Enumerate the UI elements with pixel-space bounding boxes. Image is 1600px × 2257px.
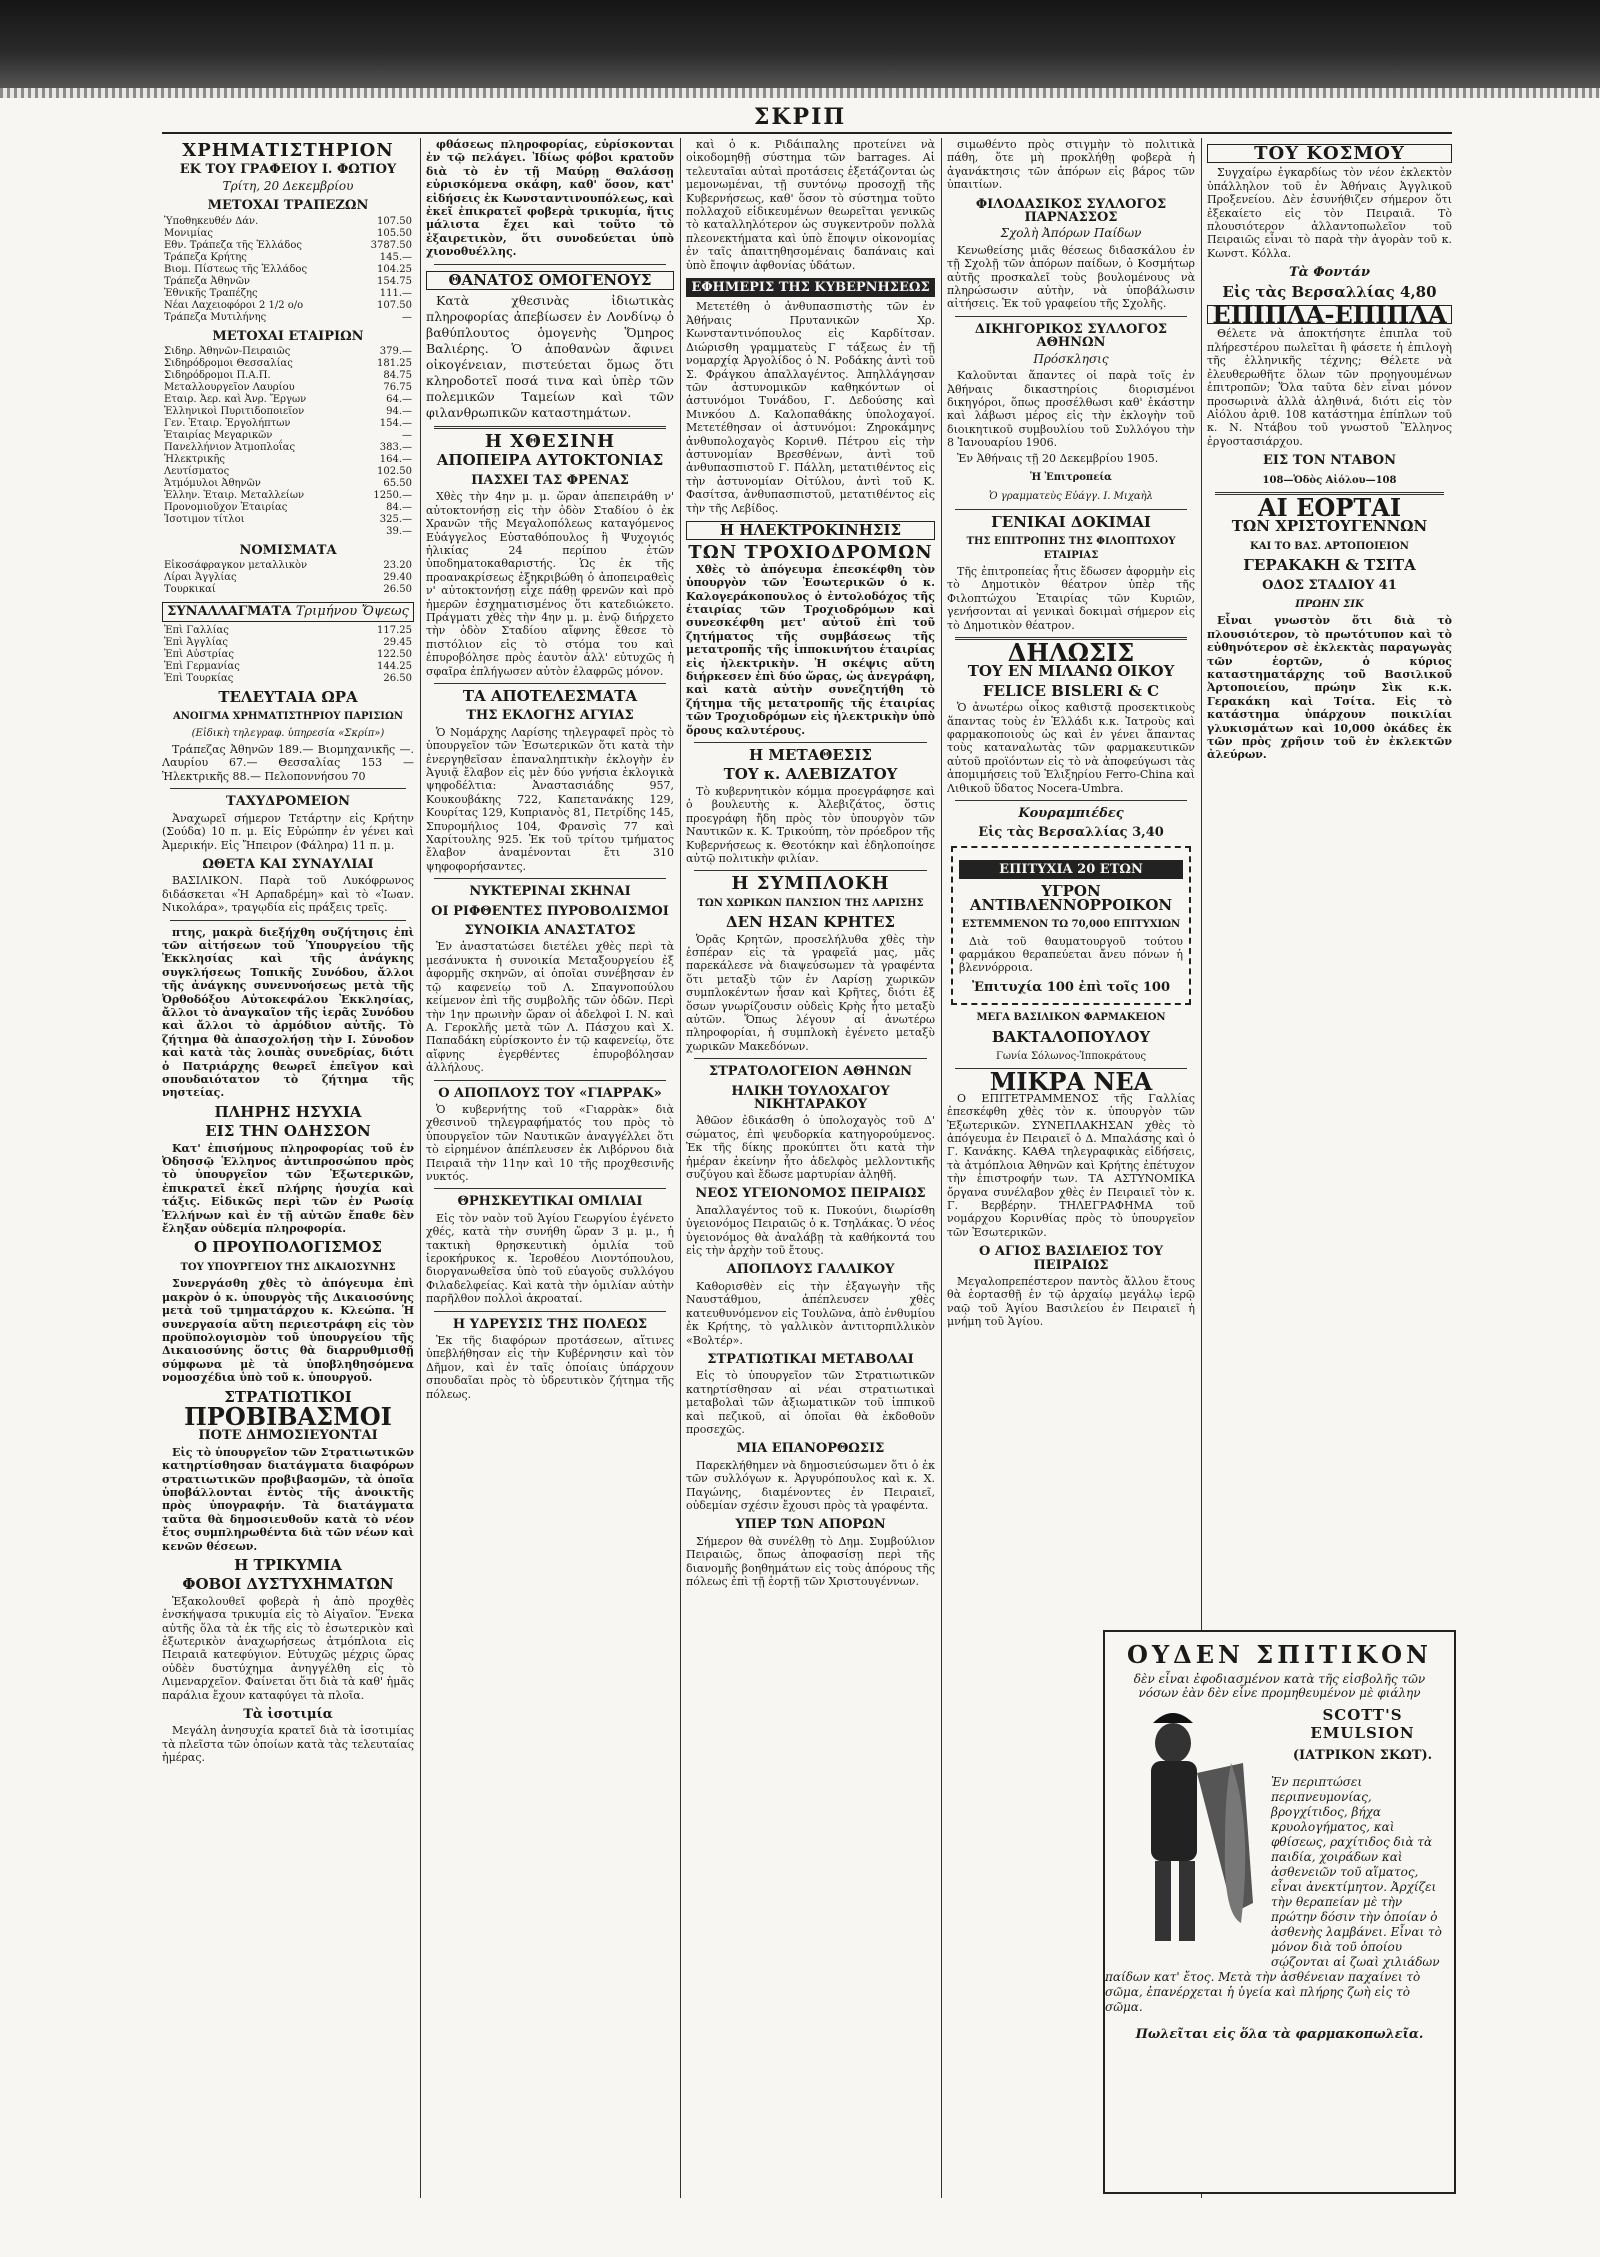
quote-name: Βιομ. Πίστεως τῆς Ἑλλάδος — [164, 263, 308, 275]
quote-row — [162, 637, 414, 649]
quote-value: 107.50 — [377, 215, 412, 227]
coins-table — [162, 560, 414, 596]
quote-name: Πανελλήνιον Ἀτμοπλοΐας — [164, 442, 296, 454]
quote-value: 29.45 — [383, 636, 412, 648]
synod-text: πτης, μακρὰ διεξήχθη συζήτησις ἐπὶ τῶν αἰτήσεων τοῦ Ὑπουργείου τῆς Ἐκκλησίας καὶ τῆς ἀνάγκης συγκλήσεως Τοπικῆς Συνόδου, ἄλλοι τῆς ἀνάγκης συνεννοήσεως μετὰ τῆς Ὀρθοδόξου Αὐτοκεφάλου Ἐκκλησίας, ἄλλοι τὸ ἀναγκαῖον τῆς ἱερᾶς Συνόδου καὶ ἄλλοι τὸ ἀρμόδιον αὐτῆς. Τὸ ζήτημα θὰ ἀπασχολήσῃ τὴν Ι. Σύνοδον καὶ κατὰ τὰς λοιπὰς συνεδρίας, διότι ὁ Πατριάρχης θεωρεῖ ἐπεῖγον καὶ σπουδαιότατον τὸ ζήτημα τῆς νηστείας. — [162, 925, 414, 1100]
quote-name: Ἐπὶ Αὐστρίας — [164, 648, 235, 660]
poor-continued-text: σιμωθέντο πρὸς στιγμὴν τὸ πολιτικὰ πάθη, ὅτε μὴ προκλήθῃ φοβερὰ ἡ ἀγανάκτησις τῶν ἀπόρων εἰς βάρος τῶν ὑπαιτίων. — [947, 138, 1195, 192]
separator — [955, 800, 1187, 801]
quote-name: Ἐθνικῆς Τραπέζης — [164, 287, 258, 299]
quote-name: Ἠλεκτρικῆς — [164, 454, 225, 466]
gov-gazette-title: ΕΦΗΜΕΡΙΣ ΤΗΣ ΚΥΒΕΡΝΗΣΕΩΣ — [686, 278, 935, 297]
quote-value: 181.25 — [377, 358, 412, 370]
attempt-title: Η ΧΘΕΣΙΝΗ — [484, 431, 616, 453]
quote-name — [162, 526, 357, 538]
parnassos-sub: Σχολὴ Ἀπόρων Παίδων — [1000, 226, 1142, 241]
milan-text: Ὁ ἀνωτέρω οἶκος καθιστᾷ προσεκτικοὺς ἅπαντας τοὺς ἐν Ἑλλάδι κ.κ. Ἰατροὺς καὶ φαρμακοποιοὺς ὡς καὶ ἐν γένει ἅπαντας τοὺς καταναλωτὰς τῶν φαρμακευτικῶν αὐτοῦ προϊόντων εἰς τὸ νὰ ἀποφεύγωσι τὰς ἀπομιμήσεις τοῦ Ἐλιξηρίου Ferro-China καὶ Λιθικοῦ ὕδατος Nocera-Umbra. — [947, 701, 1195, 795]
separator — [170, 788, 406, 789]
scott-text: Ἐν περιπτώσει περιπνευμονίας, βρογχίτιδος, βήχα κρυολογήματος, καὶ φθίσεως, ραχίτιδος διὰ τὰ παιδία, χοιράδων καὶ ἀσθενειῶν τοῦ αἵματος, εἶναι ἀνεκτίμητον. Ἀρχίζει τὴν θεραπείαν μὲ τὴν πρώτην δόσιν τὴν ὁποίαν ὁ ἀσθενὴς λαμβάνει. Εἶναι τὸ μόνον διὰ τοῦ ὁποίου σῴζονται αἱ ζωαὶ χιλιάδων παίδων κατ' ἔτος. Μετὰ τὴν ἀσθένειαν παχαίνει τὸ σῶμα, ἐπανέρχεται ἡ ὑγεία καὶ πλήρης ζωὴ εἰς τὸ σῶμα. — [1105, 1775, 1442, 2014]
quote-name: Ἀτμόμυλοι Ἀθηνῶν — [164, 478, 261, 490]
quote-value: 111.— — [379, 287, 412, 299]
religious-title: ΘΡΗΣΚΕΥΤΙΚΑΙ ΟΜΙΛΙΑΙ — [457, 1194, 643, 1210]
quote-name: Λίραι Ἀγγλίας — [164, 572, 237, 584]
quote-value: 26.50 — [383, 584, 412, 596]
quote-name: Εθν. Τράπεζα τῆς Ἑλλάδος — [164, 239, 302, 251]
quote-name: Ἑλληνικοὶ Πυριτιδοποιεῖον — [164, 406, 305, 418]
separator — [434, 1311, 666, 1312]
separator — [434, 1080, 666, 1081]
furniture-store: ΕΙΣ ΤΟΝ ΝΤΑΒΟΝ — [1263, 453, 1396, 469]
quote-value: 144.25 — [377, 660, 412, 672]
quote-row — [162, 300, 414, 312]
quote-row — [162, 216, 414, 228]
quote-value: — — [402, 430, 412, 442]
milan-title: ΔΗΛΩΣΙΣ — [1007, 638, 1135, 667]
clash-sub: ΤΩΝ ΧΩΡΙΚΩΝ ΠΑΝΣΙΟΝ ΤΗΣ ΛΑΡΙΣΗΣ — [697, 897, 924, 909]
quote-row — [162, 394, 414, 406]
quote-row — [162, 228, 414, 240]
court-title: ΩΘΕΤΑ ΚΑΙ ΣΥΝΑΥΛΙΑΙ — [202, 856, 374, 872]
draft-title: ΣΤΡΑΤΟΛΟΓΕΙΟΝ ΑΘΗΝΩΝ — [708, 1064, 913, 1080]
iso-text: Μεγάλη ἀνησυχία κρατεῖ διὰ τὰ ἰσοτιμίας τὰ πλεῖστα τῶν ὁποίων κατὰ τὰς τελευταίας ἡμέρας. — [162, 1724, 414, 1765]
quote-row — [162, 288, 414, 300]
military-big: ΠΡΟΒΙΒΑΣΜΟΙ — [184, 1401, 392, 1431]
quote-name: Τράπεζα Κρήτης — [164, 251, 247, 263]
last-hour-title: ΤΕΛΕΥΤΑΙΑ ΩΡΑ — [218, 687, 358, 706]
gallic-text: Καθορισθὲν εἰς τὴν ἐξαγωγὴν τῆς Ναυστάθμου, ἀπέπλευσεν χθὲς κατευθυνόμενον εἰς Τουλῶνα, ἀπὸ ἐνθυμίου ἐκ Κρήτης, τὸ γαλλικὸν ἀντιτορπιλλικὸν «Βολτέρ». — [686, 1279, 935, 1347]
lawyers-title: ΔΙΚΗΓΟΡΙΚΟΣ ΣΥΛΛΟΓΟΣ ΑΘΗΝΩΝ — [974, 321, 1168, 351]
holiday-text: Εἶναι γνωστὸν ὅτι διὰ τὸ πλουσιότερον, τὸ πρωτότυπον καὶ τὸ εὐθηνότερον σὲ ἐκλεκτὰς παραγωγὰς τῶν ἑορτῶν, ὁ κύριος καταστηματάρχης τοῦ Βασιλικοῦ Ἀρτοποιείου, πρώην Σὶκ κ.κ. Γερακάκη καὶ Τσίτα. Εἰς τὸ κατάστημα ὑπάρχουν ποικιλίαι γλυκισμάτων καὶ 10,000 ὀκάδες ἐκ τῶν πρὸς χρῆσιν τοῦ ἐν ἐκλεκτῶν ἀλεύρων. — [1207, 614, 1452, 762]
quote-value: 76.75 — [383, 382, 412, 394]
fx-title — [162, 602, 414, 621]
quote-row — [162, 572, 414, 584]
column-divider — [680, 138, 681, 2198]
budget-title: Ο ΠΡΟΥΠΟΛΟΓΙΣΜΟΣ — [194, 1238, 382, 1257]
column-2 — [426, 138, 674, 2198]
quote-row — [162, 490, 414, 502]
quote-name: Ἐπὶ Τουρκίας — [164, 672, 234, 684]
military-text: Εἰς τὸ ὑπουργεῖον τῶν Στρατιωτικῶν κατηρτίσθησαν διατάγματα διαφόρων στρατιωτικῶν προβιβασμῶν, τὰ ὁποῖα ὑποβάλλονται ἐντὸς τῆς ἀνοικτῆς πρὸς ὑπογραφήν. Τὰ διατάγματα ταῦτα θὰ δημοσιευθοῦν κατὰ τὸ νέον ἔτος συμπληρωθέντα διὰ τῶν νέων καὶ κενῶν θέσεων. — [162, 1445, 414, 1553]
transfer-text: Τὸ κυβερνητικὸν κόμμα προεγράφησε καὶ ὁ βουλευτὴς κ. Ἀλεβιζάτος, ὅστις προεγράφη ἤδη πρὸς τὸν ὑπουργὸν τῶν Ναυτικῶν κ. Κ. Τρικούπη, τὸν πρόεδρον τῆς Κυβερνήσεως κ. Θεοτόκην καὶ ἐδηλοποίησε αὐτῷ πολιτικὴν φιλίαν. — [686, 784, 935, 865]
separator — [434, 878, 666, 879]
quote-name: Γεν. Ἑταιρ. Ἐργολήπτων — [164, 418, 291, 430]
mil-changes-text: Εἰς τὸ ὑπουργεῖον τῶν Στρατιωτικῶν κατηρτίσθησαν αἱ νέαι στρατιωτικαὶ μεταβολαὶ τῶν ἀξιωματικῶν τοῦ ἱππικοῦ καὶ πεζικοῦ, αἱ ὁποῖαι θὰ ἐκδοθοῦν προσεχῶς. — [686, 1369, 935, 1436]
quote-row — [162, 370, 414, 382]
fx-title-text: ΣΥΝΑΛΛΑΓΜΑΤΑ — [167, 604, 292, 620]
quote-value: 84.— — [386, 502, 412, 514]
quote-value: 164.— — [379, 454, 412, 466]
correction-text: Παρεκλήθημεν νὰ δημοσιεύσωμεν ὅτι ὁ ἐκ τῶν συλλόγων κ. Ἀργυρόπουλος καὶ κ. Χ. Παγώνης, διαμένοντες ἐν Πειραιεῖ, οὐδεμίαν σχέσιν ἔχουσι πρὸς τὰ γραφέντα. — [686, 1458, 935, 1512]
milan-sub: ΤΟΥ ΕΝ ΜΙΛΑΝΩ ΟΙΚΟΥ — [967, 662, 1175, 681]
column-3 — [686, 138, 935, 2198]
clash-text: Ὁρᾶς Κρητῶν, προσελήλυθα χθὲς τὴν ἑσπέραν εἰς τὰ γραφεῖά μας, μᾶς παρεκάλεσε νὰ διαψεύσωμεν τὰ γραφέντα ὅτι μεταξὺ τῶν ἐν Λαρίσῃ χωρικῶν συμπλοκέντων ἦσαν καὶ Κρῆτες, διότι ἐξ ὅσων γνωρίζουσιν οὐδεὶς Κρὴς ἦτο μεταξὺ αὐτῶν. Ὅπως λέγουν αἱ ἀνωτέρω πληροφορίαι, ἡ συμπλοκὴ ἐγένετο μεταξὺ χωρικῶν Μακεδόνων. — [686, 932, 935, 1053]
fontan-price: Εἰς τὰς Βερσαλλίας 4,80 — [1222, 282, 1437, 301]
exchange-date: Τρίτη, 20 Δεκεμβρίου — [222, 178, 354, 193]
calm-sub: ΕΙΣ ΤΗΝ ΟΔΗΣΣΟΝ — [205, 1122, 371, 1141]
quote-value: 39.— — [386, 526, 412, 538]
holiday-address: ΟΔΟΣ ΣΤΑΔΙΟΥ 41 — [1262, 577, 1397, 593]
quote-name: Ἐπὶ Ἀγγλίας — [164, 636, 228, 648]
rehearsal-text: Τῆς ἐπιτροπείας ἧτις ἔδωσεν ἀφορμὴν εἰς τὸ Δημοτικὸν θέατρον ὑπὲρ τῆς Φιλοπτώχου Ἑταιρίας τῶν Κυριῶν, γενήσονται αἱ γενικαὶ δοκιμαὶ σήμερον εἰς τὸ Δημοτικὸν θέατρον. — [947, 564, 1195, 632]
paris-sub: (Εἰδικὴ τηλεγραφ. ὑπηρεσία «Σκρίπ») — [191, 727, 385, 739]
quote-row — [162, 252, 414, 264]
storm-title: Η ΤΡΙΚΥΜΙΑ — [234, 1556, 342, 1574]
furniture-text: Θέλετε νὰ ἀποκτήσητε ἐπιπλα τοῦ πλήρεστέρου πωλεῖται ἢ φάσετε ἡ ἐπιλογὴ τῆς ἑλληνικῆς τέχνης; Θέλετε νὰ ἐλευθερωθῆτε ὅλων τῶν προηγουμένων ἐπιτροπῶν; Ὅλα ταῦτα δὲν εἶναι μόνον προσωρινὰ ἀλλὰ ἀληθινά, διότι εἰς τὸν Αἰόλου ἀριθ. 108 κατάστημα ἐπίπλων τοῦ κ. Ν. Ντάβου τοῦ γνωστοῦ Ἕλληνος ἐργοστασιάρχου. — [1207, 327, 1452, 448]
quote-value: 3787.50 — [370, 239, 412, 251]
company-shares-title: ΜΕΤΟΧΑΙ ΕΤΑΙΡΙΩΝ — [212, 328, 364, 344]
quote-name: Ἰσοτιμον τίτλοι — [164, 514, 245, 526]
tram-text: Χθὲς τὸ ἀπόγευμα ἐπεσκέφθη τὸν ὑπουργὸν τῶν Ἐσωτερικῶν ὁ κ. Καλογεράκοπουλος ὁ ἐντολοδόχος τῆς ἑταιρίας τῶν Τροχιοδρόμων καὶ συνεσκέφθη μετ' αὐτοῦ ἐπὶ τοῦ ζητήματος τῆς συμβάσεως τῆς μετατροπῆς τῆς ἱπποκινήτου ἑταιρίας εἰς ἠλεκτρικὴν. Ἡ σκέψις αὕτη διήρκεσεν ἐπὶ δύο ὥρας, ὡς ἀνεγράφη, καὶ κατὰ αὐτὴν συνεζητήθη τὸ ζήτημα τῆς μετατροπῆς τῆς ἑταιρίας τῶν Τροχιοδρόμων εἰς ἠλεκτρικὴν ὑπὸ ὅρους καλυτέρους. — [686, 562, 935, 737]
health-officer-text: Ἀπαλλαγέντος τοῦ κ. Πυκούνι, διωρίσθη ὑγειονόμος Πειραιῶς ὁ κ. Τσηλάκας. Ὁ νέος ὑγειονόμος θὰ ἀναλάβῃ τὰ καθήκοντά του εἰς τὴν ἀρχὴν τοῦ ἔτους. — [686, 1203, 935, 1258]
yarrow-text: Ὁ κυβερνήτης τοῦ «Γιαρρὰκ» διὰ χθεσινοῦ τηλεγραφήματός του πρὸς τὸ ὑπουργεῖον τῶν Ναυτικῶν ἀναγγέλλει ὅτι τὸ εἰρημένον ἀπέπλευσεν ἐκ Λιβόρνου διὰ Πειραιᾶ τὴν 11ην καὶ 10 τῆς προχθεσινῆς νυκτός. — [426, 1102, 674, 1183]
budget-sub: ΤΟΥ ΥΠΟΥΡΓΕΙΟΥ ΤΗΣ ΔΙΚΑΙΟΣΥΝΗΣ — [180, 1261, 396, 1273]
poor-title: ΥΠΕΡ ΤΩΝ ΑΠΟΡΩΝ — [735, 1517, 886, 1533]
header-rule — [162, 132, 1452, 134]
quote-row — [162, 560, 414, 572]
rehearsal-sub: ΤΗΣ ΕΠΙΤΡΟΠΗΣ ΤΗΣ ΦΙΛΟΠΤΩΧΟΥ ΕΤΑΙΡΙΑΣ — [966, 536, 1176, 561]
quote-name: Ἑταιρίας Μεγαρικῶν — [164, 430, 273, 442]
quote-row — [162, 264, 414, 276]
draft-text: Ἀθῶον ἐδικάσθη ὁ ὑπολοχαγὸς τοῦ Δ' σώματος, ἐπὶ ψευδορκία κατηγορούμενος. Ἐκ τῆς δίκης προκύπτει ὅτι κατὰ τὴν ἡμέραν ἐκείνην ἦτο ἀδελφὸς μελλοντικῆς συζύγου καὶ ἔδωσε μαρτυρίαν ἀληθῆ. — [686, 1114, 935, 1182]
separator — [694, 742, 927, 743]
quote-value: 26.50 — [383, 672, 412, 684]
quote-value: 154.— — [379, 418, 412, 430]
military-title: ΣΤΡΑΤΙΩΤΙΚΟΙ — [224, 1387, 352, 1406]
fontan-title: Τὰ Φοντάν — [1289, 265, 1370, 281]
poor-text: Σήμερον θὰ συνέλθῃ τὸ Δημ. Συμβούλιον Πειραιῶς, ὅπως ἀποφασίσῃ περὶ τῆς διανομῆς βοηθημάτων εἰς τοὺς ἀπόρους τῆς πόλεως ἐπὶ τῇ ἑορτῇ τῶν Χριστουγέννων. — [686, 1534, 935, 1588]
night-text: Ἐν ἀναστατώσει διετέλει χθὲς περὶ τὰ μεσάνυκτα ἡ συνοικία Μεταξουργείου ἐξ ἀφορμῆς σκηνῶν, αἱ ὁποῖαι συνέβησαν ἐν τῷ καφενείῳ τοῦ Λ. Σπαγνοπούλου κείμενον ἐπὶ τῆς συμβολῆς τῶν ὁδῶν. Περὶ τὴν 1ην πρωινὴν ὥραν οἱ ἀδελφοὶ Ι. Ν. καὶ Α. Γεροκλῆς μετὰ τῶν Λ. Πάσχου καὶ Χ. Παπαδάκη εὑρίσκοντο ἐν τῷ καφενείῳ, ὅτε αἴφνης ἐγερθέντες ἐπυροβόλησαν ἀλλήλους. — [426, 940, 674, 1075]
clash-big: ΔΕΝ ΗΣΑΝ ΚΡΗΤΕΣ — [725, 913, 896, 932]
scan-top-edge — [0, 0, 1600, 88]
military-sub: ΠΟΤΕ ΔΗΜΟΣΙΕΥΟΝΤΑΙ — [198, 1428, 378, 1444]
quote-row — [162, 276, 414, 288]
separator — [434, 264, 666, 265]
water-text: Ἐκ τῆς διαφόρων προτάσεων, αἵτινες ὑπεβλήθησαν εἰς τὴν Κυβέρνησιν καὶ τὸν Δῆμον, καὶ ἐν ταῖς ὁποίαις ὑπάρχουν σπουδαῖαι πρὸς τὸ ὑδρευτικὸν ζήτημα τῆς πόλεως. — [426, 1334, 674, 1401]
quote-name: Μονιμίας — [164, 227, 214, 239]
quote-value: 383.— — [379, 442, 412, 454]
paris-title: ΑΝΟΙΓΜΑ ΧΡΗΜΑΤΙΣΤΗΡΙΟΥ ΠΑΡΙΣΙΩΝ — [172, 711, 404, 723]
column-divider — [941, 138, 942, 2198]
quote-value: 65.50 — [383, 478, 412, 490]
fisherman-with-fish-illustration — [1113, 1703, 1263, 1963]
quote-name: Λευτίσματος — [164, 466, 230, 478]
quote-row — [162, 418, 414, 430]
quote-row — [162, 442, 414, 454]
remedy-head: ΕΠΙΤΥΧΙΑ 20 ΕΤΩΝ — [959, 860, 1183, 879]
scott-sub: δὲν εἶναι ἐφοδιασμένον κατὰ τῆς εἰσβολῆς τῶν νόσων ἐὰν δὲν εἶνε προμηθευμένον μὲ φιάλην — [1133, 1672, 1426, 1700]
furniture-title: ΕΠΙΠΛΑ-ΕΠΙΠΛΑ — [1207, 305, 1452, 324]
correction-title: ΜΙΑ ΕΠΑΝΟΡΘΩΣΙΣ — [736, 1441, 885, 1457]
column-1 — [162, 138, 414, 2198]
small-news-text: Ο ΕΠΙΤΕΤΡΑΜΜΕΝΟΣ τῆς Γαλλίας ἐπεσκέφθη χθὲς τὸν κ. ὑπουργὸν τῶν Ἐξωτερικῶν. ΣΥΝΕΠΛΑΚΗΣΑΝ χθὲς τὸ ἀπόγευμα ἐν Πειραιεῖ ὁ Δ. Μπαλάσης καὶ ὁ Γ. Κανάκης. ΚΑΘΑ τηλεγραφικὰς εἰδήσεις, τὰ ἀτμόπλοια Ἀθηνῶν καὶ Κρήτης ἐπέτυχον τὴν ἐπιστροφήν των. ΤΑ ΑΣΤΥΝΟΜΙΚΑ ὄργανα συνέλαβον χθὲς ἐν Πειραιεῖ τὸν κ. Γ. Βερβέρην. ΤΗΛΕΓΡΑΦΗΜΑ τοῦ νομάρχου Κορινθίας πρὸς τὸ ὑπουργεῖον τῶν Ἐσωτερικῶν. — [947, 1091, 1195, 1239]
lawyers-text: Καλοῦνται ἅπαντες οἱ παρὰ τοῖς ἐν Ἀθήναις δικαστηρίοις διορισμένοι δικηγόροι, ὅπως προσέλθωσι καθ' ἑκάστην καὶ λάβωσι μέρος εἰς τὴν ἐκλογὴν τοῦ διοικητικοῦ συμβουλίου τοῦ Συλλόγου τὴν 8 Ἰανουαρίου 1906. — [947, 369, 1195, 450]
furniture-address: 108—Ὁδὸς Αἰόλου—108 — [1262, 474, 1397, 486]
night-title: ΝΥΚΤΕΡΙΝΑΙ ΣΚΗΝΑΙ — [469, 884, 631, 900]
scott-title: ΟΥΔΕΝ ΣΠΙΤΙΚΟΝ — [1127, 1640, 1432, 1669]
separator — [955, 316, 1187, 317]
quote-name: Τράπεζα Μυτιλήνης — [164, 311, 267, 323]
attempt-big: ΑΠΟΠΕΙΡΑ ΑΥΤΟΚΤΟΝΙΑΣ — [436, 451, 664, 470]
remedy-advert — [951, 846, 1191, 1005]
separator — [955, 509, 1187, 510]
lawyers-signature: Ὁ γραμματεὺς Εὐάγγ. Ι. Μιχαὴλ — [989, 491, 1153, 503]
tram-big: ΤΩΝ ΤΡΟΧΙΟΔΡΟΜΩΝ — [688, 542, 933, 564]
results-title: ΤΑ ΑΠΟΤΕΛΕΣΜΑΤΑ — [462, 686, 638, 705]
holiday-name: ΓΕΡΑΚΑΚΗ & ΤΣΙΤΑ — [1243, 556, 1416, 575]
quote-row — [162, 673, 414, 685]
quote-value: 102.50 — [377, 466, 412, 478]
separator — [434, 426, 666, 429]
budget-text: Συνεργάσθη χθὲς τὸ ἀπόγευμα ἐπὶ μακρὸν ὁ κ. ὑπουργὸς τῆς Δικαιοσύνης μετὰ τοῦ τμηματάρχου κ. Κλεώπα. Ἡ συνεργασία αὕτη περιεστράφη εἰς τὸν προϋπολογισμὸν τοῦ ὑπουργείου τῆς Δικαιοσύνης ὅστις θὰ διαρρυθμισθῇ σύμφωνα μὲ τὰ ὑποβληθησόμενα νομοσχέδια ὑπὸ τοῦ κ. ὑπουργοῦ. — [162, 1277, 414, 1385]
quote-name: Μεταλλουργεῖον Λαυρίου — [164, 382, 295, 394]
clash-title: Η ΣΥΜΠΛΟΚΗ — [731, 873, 890, 895]
holiday-sub: ΚΑΙ ΤΟ ΒΑΣ. ΑΡΤΟΠΟΙΕΙΟΝ — [1250, 540, 1409, 552]
bank-shares-table — [162, 216, 414, 324]
scott-brand-greek: (ΙΑΤΡΙΚΟΝ ΣΚΩΤ). — [1292, 1748, 1433, 1763]
paris-text: Τράπεζας Ἀθηνῶν 189.— Βιομηχανικῆς —. Λαυρίου 67.— Θεσσαλίας 153 — Ἠλεκτρικῆς 88.— Πελοποννήσου 70 — [162, 743, 414, 783]
gov-gazette-text: Μετετέθη ὁ ἀνθυπασπιστὴς τῶν ἐν Ἀθήναις Πρυτανικῶν Χρ. Κωνσταντινόπουλος εἰς Καρδίτσαν. Διώρισθη γραμματεὺς Γ τάξεως ἐν τῇ νομαρχίᾳ Ἀργολίδος ὁ Ν. Ροδάκης ἀντὶ τοῦ Σ. Φράγκου ἀπαλλαγέντος. Ἀπηλλάγησαν τῶν ἀστυνομικῶν καθηκόντων οἱ ἀστυνόμοι Τυνάδου, Γ. Δεδούσης καὶ Μινκόου Δ. Καλοπαθάκης ὑπολοχαγοί. Μετετέθησαν οἱ ἀστυνόμοι: Ζηροκάμηνς ἀνθυπολοχαγὸς Κορινθ. Πέτρου εἰς τὴν ἀστυνομίαν Βρεσθένων, ἀντὶ τοῦ ἀνθυπασπιστοῦ Γ. Πάλλη, μετατιθέντος εἰς τὴν ἀστυνομίαν Οἰτύλου, ἀντὶ τοῦ Κ. Φασίτσα, ἀνθυπασπιστοῦ, μετατιθέντος εἰς τὴν τῆς Λεβίδος. — [686, 300, 935, 515]
exchange-title: ΧΡΗΜΑΤΙΣΤΗΡΙΟΝ — [182, 140, 394, 161]
quote-value: 1250.— — [373, 490, 412, 502]
scott-emulsion-advert — [1103, 1630, 1456, 2194]
remedy-sub: ΕΣΤΕΜΜΕΝΟΝ ΤΩ 70,000 ΕΠΙΤΥΧΙΩΝ — [961, 919, 1181, 931]
parnassos-title: ΦΙΛΟΔΑΣΙΚΟΣ ΣΥΛΛΟΓΟΣ ΠΑΡΝΑΣΣΟΣ — [975, 196, 1167, 226]
storm-continued-text: φθάσεως πληροφορίας, εὑρίσκονται ἐν τῷ πελάγει. Ἰδίως φόβοι κρατοῦν διὰ τὸ ἐν τῇ Μαύρῃ Θαλάσσῃ εὑρισκόμενα σκάφη, καθ' ὅσον, κατ' εἰδήσεις ἐκ Κωνσταντινουπόλεως, καὶ ἐκεῖ ἐπικρατεῖ φοβερὰ τρικυμία, ἥτις μάλιστα ἔχει καὶ τοῦτο τὸ ἐξαιρετικὸν, ὅτι συνοδεύεται ὑπὸ χιονοθυέλλης. — [426, 138, 674, 259]
attempt-text: Χθὲς τὴν 4ην μ. μ. ὥραν ἀπεπειράθη ν' αὐτοκτονήσῃ εἰς τὴν ὁδὸν Σταδίου ὁ ἐκ Χρανῶν τῆς Μεγαλοπόλεως καταγόμενος Εὐάγγελος Εὐσταθόπουλος ἢ Ψυχογιός ἡλικίας 24 περίπου ἐτῶν ὑποδηματοκαθαριστής. Ὡς ἐκ τῆς προανακρίσεως ἐξηκριβώθη ὁ ἀποπειραθεὶς ν' αὐτοκτονήσῃ εἶχε πάθῃ φρενῶν καὶ πρὸ ἡμερῶν ἐσχηματισμένος ὅτι κατεδιώκετο. Πράγματι χθὲς τὴν 4ην μ. μ. ἐνῷ διήρχετο τὴν ὁδὸν Σταδίου αἴφνης ἔθεσε τὸ πιστόλιον εἰς τὸ στόμα του καὶ ἐπυροβόλησε πρὸς ἑαυτὸν ἀλλ' εὐτυχῶς ἡ σφαῖρα ἐπλήγωσεν αὐτὸν ἐλαφρῶς μόνον. — [426, 490, 674, 678]
quote-value: 29.40 — [383, 572, 412, 584]
quote-name: Ἑλλην. Ἑταιρ. Μεταλλείων — [164, 490, 305, 502]
scott-brand: SCOTT'S EMULSION — [1310, 1706, 1415, 1742]
st-basil-text: Μεγαλοπρεπέστερον παντὸς ἄλλου ἔτους θὰ ἑορτασθῇ ἐν τῷ ἀρχαίῳ μεγάλῳ ἱερῷ ναῷ τοῦ Ἁγίου Βασιλείου ἐν Πειραιεῖ ἡ μνήμη τοῦ Ἁγίου. — [947, 1275, 1195, 1329]
quote-name: Εἰκοσάφραγκον μεταλλικὸν — [164, 560, 308, 572]
results-sub: ΤΗΣ ΕΚΛΟΓΗΣ ΑΓΥΙΑΣ — [466, 708, 634, 724]
transfer-title: Η ΜΕΤΑΘΕΣΙΣ — [749, 746, 872, 765]
remedy-success: Ἐπιτυχία 100 ἐπὶ τοῖς 100 — [971, 979, 1171, 995]
fx-sight: Ὄψεως — [361, 604, 409, 620]
quote-value: 117.25 — [377, 624, 412, 636]
quote-row — [162, 312, 414, 324]
world-title: ΤΟΥ ΚΟΣΜΟΥ — [1207, 144, 1452, 163]
quote-value: 145.— — [379, 251, 412, 263]
quote-name: Νέαι Λαχειοφόροι 2 1/2 ο/ο — [164, 299, 304, 311]
yarrow-title: Ο ΑΠΟΠΛΟΥΣ ΤΟΥ «ΓΙΑΡΡΑΚ» — [438, 1085, 662, 1101]
quote-row — [162, 502, 414, 514]
quote-value: 64.— — [386, 394, 412, 406]
night-sub: ΣΥΝΟΙΚΙΑ ΑΝΑΣΤΑΤΟΣ — [464, 923, 636, 939]
kourabiedes-price: Εἰς τὰς Βερσαλλίας 3,40 — [978, 825, 1164, 841]
remedy-text: Διὰ τοῦ θαυματουργοῦ τούτου φαρμάκου θεραπεύεται ἄνευ πόνων ἡ βλεννόρροια. — [959, 934, 1183, 975]
rehearsal-title: ΓΕΝΙΚΑΙ ΔΟΚΙΜΑΙ — [991, 512, 1151, 531]
quote-value: 107.50 — [377, 299, 412, 311]
quote-row — [162, 514, 414, 526]
mil-changes-title: ΣΤΡΑΤΙΩΤΙΚΑΙ ΜΕΤΑΒΟΛΑΙ — [707, 1351, 914, 1367]
water-continued-text: καὶ ὁ κ. Ριδάιπαλης προτείνει νὰ οἰκοδομηθῇ σύστημα τῶν barrages. Αἱ τελευταῖαι αὐταὶ προτάσεις ἐξετάζονται ὡς μεμονωμέναι, τῇ συντόνῳ προσοχῇ τῆς Κυβερνήσεως, καθ' ὅσον τὸ σύστημα τοῦτο πολλαχοῦ εἰδικευμένων θεωρεῖται γενικῶς τὸ καταλληλότερον ὡς συγκεντροῦν πολλὰ πλεονεκτήματα καὶ ὑπὸ ἔποψιν οἰκονομίας ἐν ταῖς ἀπαιτηθησομέναις δαπάναις καὶ ὑπὸ ἔποψιν ἀφθονίας ὑδάτων. — [686, 138, 935, 272]
quote-row — [162, 346, 414, 358]
small-news-title: ΜΙΚΡΑ ΝΕΑ — [989, 1067, 1153, 1097]
quote-value: — — [402, 311, 412, 323]
quote-name: Τουρκικαί — [164, 584, 216, 596]
calm-text: Κατ' ἐπισήμους πληροφορίας τοῦ ἐν Ὀδησσῷ Ἑλληνος ἀντιπροσώπου πρὸς τὸ ὑπουργεῖον τῶν Ἐξωτερικῶν, ἐπικρατεῖ ἐκεῖ πλήρης ἡσυχία καὶ τάξις. Εἰδικῶς περὶ τῶν ἐν Ρωσίᾳ Ἑλλήνων καὶ ἐν τῇ αὐτῶν ἔπαθε δὲν ἔληξαν οὐδεμία πληροφορία. — [162, 1141, 414, 1236]
remedy-name: ΥΓΡΟΝ ΑΝΤΙΒΛΕΝΝΟΡΡΟΙΚΟΝ — [969, 882, 1173, 914]
pharmacy-title: ΜΕΓΑ ΒΑΣΙΛΙΚΟΝ ΦΑΡΜΑΚΕΙΟΝ — [976, 1012, 1166, 1024]
lawyers-sub: Πρόσκλησις — [1033, 351, 1109, 366]
quote-name: Ἐπὶ Γερμανίας — [164, 660, 240, 672]
page-number: ΣΚΡΙΠ — [753, 104, 847, 130]
quote-row — [162, 649, 414, 661]
company-shares-table — [162, 346, 414, 538]
quote-value: 104.25 — [377, 263, 412, 275]
post-text: Ἀναχωρεῖ σήμερον Τετάρτην εἰς Κρήτην (Σούδα) 10 π. μ. Εἰς Εὐρώπην ἐν γένει καὶ Ἀμερικήν. Εἰς Ἤπειρον (Φάληρα) 11 π. μ. — [162, 811, 414, 852]
quote-row — [162, 430, 414, 442]
separator — [170, 920, 406, 921]
holiday-big: ΤΩΝ ΧΡΙΣΤΟΥΓΕΝΝΩΝ — [1231, 517, 1428, 536]
parnassos-text: Κενωθείσης μιᾶς θέσεως διδασκάλου ἐν τῇ Σχολῇ τῶν ἀπόρων παίδων, ὁ Κοσμήτωρ αὐτῆς προσκαλεῖ τοὺς βουλομένους νὰ πληρώσωσιν αὐτὴν, νὰ ὑποβάλωσιν αἰτήσεις. Ἐκ τοῦ γραφείου τῆς Σχολῆς. — [947, 243, 1195, 311]
milan-brand: FELICE BISLERI & C — [982, 681, 1160, 700]
post-title: ΤΑΧΥΔΡΟΜΕΙΟΝ — [226, 794, 350, 810]
pharmacy-name: ΒΑΚΤΑΛΟΠΟΥΛΟΥ — [991, 1027, 1151, 1046]
st-basil-title: Ο ΑΓΙΟΣ ΒΑΣΙΛΕΙΟΣ ΤΟΥ ΠΕΙΡΑΙΩΣ — [978, 1244, 1164, 1273]
quote-row — [162, 382, 414, 394]
religious-text: Εἰς τὸν ναὸν τοῦ Ἁγίου Γεωργίου ἐγένετο χθές, κατὰ τὴν συνήθη ὥραν 3 μ. μ., ἡ τακτικὴ θρησκευτικὴ ὁμιλία τοῦ ἱεροκήρυκος κ. Ἱεροθέου Λιοντόπουλου, διοργανωθεῖσα ὑπὸ τοῦ εὐαγοῦς συλλόγου Φιλαδελφείας. Καὶ κατὰ τὴν ὁμιλίαν αὐτὴν παρῆλθον πολλοὶ ἀκροαταί. — [426, 1211, 674, 1306]
pharmacy-address: Γωνία Σόλωνος-Ἱπποκράτους — [995, 1050, 1147, 1062]
bank-shares-title: ΜΕΤΟΧΑΙ ΤΡΑΠΕΖΩΝ — [207, 198, 369, 214]
fx-months: Τριμήνου — [295, 604, 358, 620]
quote-row — [162, 478, 414, 490]
quote-row — [162, 466, 414, 478]
quote-row — [162, 584, 414, 596]
quote-row — [162, 625, 414, 637]
quote-value: 122.50 — [377, 648, 412, 660]
calm-title: ΠΛΗΡΗΣ ΗΣΥΧΙΑ — [214, 1102, 362, 1121]
storm-text: Ἐξακολουθεῖ φοβερὰ ἡ ἀπὸ προχθὲς ἐνσκήψασα τρικυμία εἰς τὸ Αἰγαῖον. Ἕνεκα αὐτῆς ὅλα τὰ ἐκ τῆς εἰς τὸ ἐσωτερικὸν καὶ ἐξωτερικὸν ἀναχωρήσεως ἀτμόπλοια εἰς Πειραιᾶ κατεφύγιον. Εὐτυχῶς μέχρις ὥρας οὐδὲν δυστύχημα ἀνηγγέλθη εἰς τὸ Λιμεναρχεῖον. Φαίνεται ὅτι διὰ τὰ καθ' ἡμᾶς παράλια ἔχουν καταφύγει τὰ πλοῖα. — [162, 1594, 414, 1702]
quote-value: 325.— — [379, 514, 412, 526]
quote-name: Ὑποθηκευθέν Δάν. — [164, 215, 259, 227]
quote-row — [162, 661, 414, 673]
quote-value: 379.— — [379, 346, 412, 358]
quote-row — [162, 526, 414, 538]
exchange-source: ΕΚ ΤΟΥ ΓΡΑΦΕΙΟΥ Ι. ΦΩΤΙΟΥ — [179, 162, 397, 178]
coins-title: ΝΟΜΙΣΜΑΤΑ — [239, 543, 337, 559]
gallic-title: ΑΠΟΠΛΟΥΣ ΓΑΛΛΙΚΟΥ — [726, 1262, 895, 1278]
quote-name: Προνομιοῦχον Ἑταιρίας — [164, 502, 288, 514]
quote-row — [162, 454, 414, 466]
quote-row — [162, 240, 414, 252]
lawyers-date: Ἐν Ἀθήναις τῇ 20 Δεκεμβρίου 1905. — [957, 451, 1159, 465]
separator — [694, 870, 927, 871]
quote-name: Σιδηρόδρομοι Θεσσαλίας — [164, 358, 293, 370]
quote-value: 23.20 — [383, 560, 412, 572]
water-title: Η ΥΔΡΕΥΣΙΣ ΤΗΣ ΠΟΛΕΩΣ — [452, 1316, 648, 1332]
quote-name: Τράπεζα Ἀθηνῶν — [164, 275, 250, 287]
separator — [434, 683, 666, 684]
quote-row — [162, 358, 414, 370]
holiday-title: ΑΙ ΕΟΡΤΑΙ — [1257, 492, 1402, 522]
world-text: Συγχαίρω ἐγκαρδίως τὸν νέον ἐκλεκτὸν ὑπάλληλον τοῦ ἐν Ἀθήναις Ἀγγλικοῦ Προξενείου. Δὲν ἐσυνήθιζεν σήμερον ὅτι ἐξεκαίετο εἰς τὸν Πειραιᾶ. Τὸ πλουσιότερον ἀλλαντοπωλεῖον τοῦ Πειραιῶς εἶναι τὸ παρὰ τὴν ἀγορὰν τοῦ κ. Κωνστ. Κόλλα. — [1207, 166, 1452, 260]
separator — [694, 1058, 927, 1059]
health-officer-title: ΝΕΟΣ ΥΓΕΙΟΝΟΜΟΣ ΠΕΙΡΑΙΩΣ — [695, 1186, 926, 1202]
quote-row — [162, 406, 414, 418]
iso-title: Τὰ ἰσοτιμία — [243, 1707, 333, 1723]
quote-value: 84.75 — [383, 370, 412, 382]
scan-edge-noise — [0, 88, 1600, 98]
death-text: Κατὰ χθεσινὰς ἰδιωτικὰς πληροφορίας ἀπεβίωσεν ἐν Λονδίνῳ ὁ βαθύπλουτος ὁμογενὴς Ὅμηρος Βαλιέρης. Ὁ ἀποθανὼν ἄφινει οἰκογένειαν, πιστεύεται ὅμως ὅτι κληροδοτεῖ ποσά τινα καὶ ὑπὲρ τῶν πολεμικῶν Ταμείων καὶ τῶν φιλανθρωπικῶν καταστημάτων. — [426, 293, 674, 421]
attempt-sub: ΠΑΣΧΕΙ ΤΑΣ ΦΡΕΝΑΣ — [471, 472, 629, 488]
transfer-big: ΤΟΥ κ. ΑΛΕΒΙΖΑΤΟΥ — [723, 765, 898, 784]
results-text: Ὁ Νομάρχης Λαρίσης τηλεγραφεῖ πρὸς τὸ ὑπουργεῖον τῶν Ἐσωτερικῶν ὅτι κατὰ τὴν ἐνεργηθεῖσαν ἐπαναληπτικὴν ἐκλογὴν ἐν Ἀγυιᾷ ἔλαβον εἰς μὲν δύο γνήσια ἐκλογικὰ ψηφοδέλτια: Ἀναστασιάδης 957, Κουκουβάκης 722, Καπετανάκης 129, Κουρίτας 129, Κυπριανὸς 81, Πετρίδης 145, Σπυρομήλιος 104, Φρανσὶς 77 καὶ Χαρίτουλης 925. Ἐκ τοῦ τρίτου τμήματος ἔλαβον ἀναμένονται ἔτι 310 ψηφοφορήσαντες. — [426, 725, 674, 873]
kourabiedes-title: Κουραμπιέδες — [1018, 806, 1124, 822]
quote-value: 94.— — [386, 406, 412, 418]
quote-name: Ἐπὶ Γαλλίας — [164, 624, 229, 636]
quote-name: Σιδηρόδρομοι Π.Α.Π. — [164, 370, 271, 382]
court-text: ΒΑΣΙΛΙΚΟΝ. Παρὰ τοῦ Λυκόφρωνος διδάσκεται «Ἡ Αρπαδρέμη» καὶ τὸ «Ἰωαν. Νικολάρα», τραγῳδία εἰς πράξεις τρεῖς. — [162, 874, 414, 915]
holiday-former: ΠΡΩΗΝ ΣΙΚ — [1295, 598, 1364, 610]
death-title: ΘΑΝΑΤΟΣ ΟΜΟΓΕΝΟΥΣ — [426, 271, 674, 290]
draft-big: ΗΛΙΚΗ ΤΟΥΛΟΧΑΓΟΥ ΝΙΚΗΤΑΡΑΚΟΥ — [731, 1083, 890, 1112]
quote-value: 105.50 — [377, 227, 412, 239]
lawyers-board: Ἡ Ἐπιτροπεία — [1030, 471, 1112, 483]
night-big: ΟΙ ΡΙΦΘΕΝΤΕΣ ΠΥΡΟΒΟΛΙΣΜΟΙ — [431, 903, 669, 919]
quote-value: 154.75 — [377, 275, 412, 287]
storm-sub: ΦΟΒΟΙ ΔΥΣΤΥΧΗΜΑΤΩΝ — [182, 1575, 394, 1594]
column-divider — [420, 138, 421, 2198]
fx-table — [162, 625, 414, 685]
scott-footer: Πωλεῖται εἰς ὅλα τὰ φαρμακοπωλεῖα. — [1135, 2027, 1424, 2042]
quote-name: Σιδηρ. Ἀθηνῶν-Πειραιῶς — [164, 346, 291, 358]
separator — [434, 1188, 666, 1189]
tram-title: Η ΗΛΕΚΤΡΟΚΙΝΗΣΙΣ — [686, 521, 935, 540]
quote-name: Εταιρ. Ἀερ. καὶ Ἀνρ. Ἔργων — [164, 394, 307, 406]
